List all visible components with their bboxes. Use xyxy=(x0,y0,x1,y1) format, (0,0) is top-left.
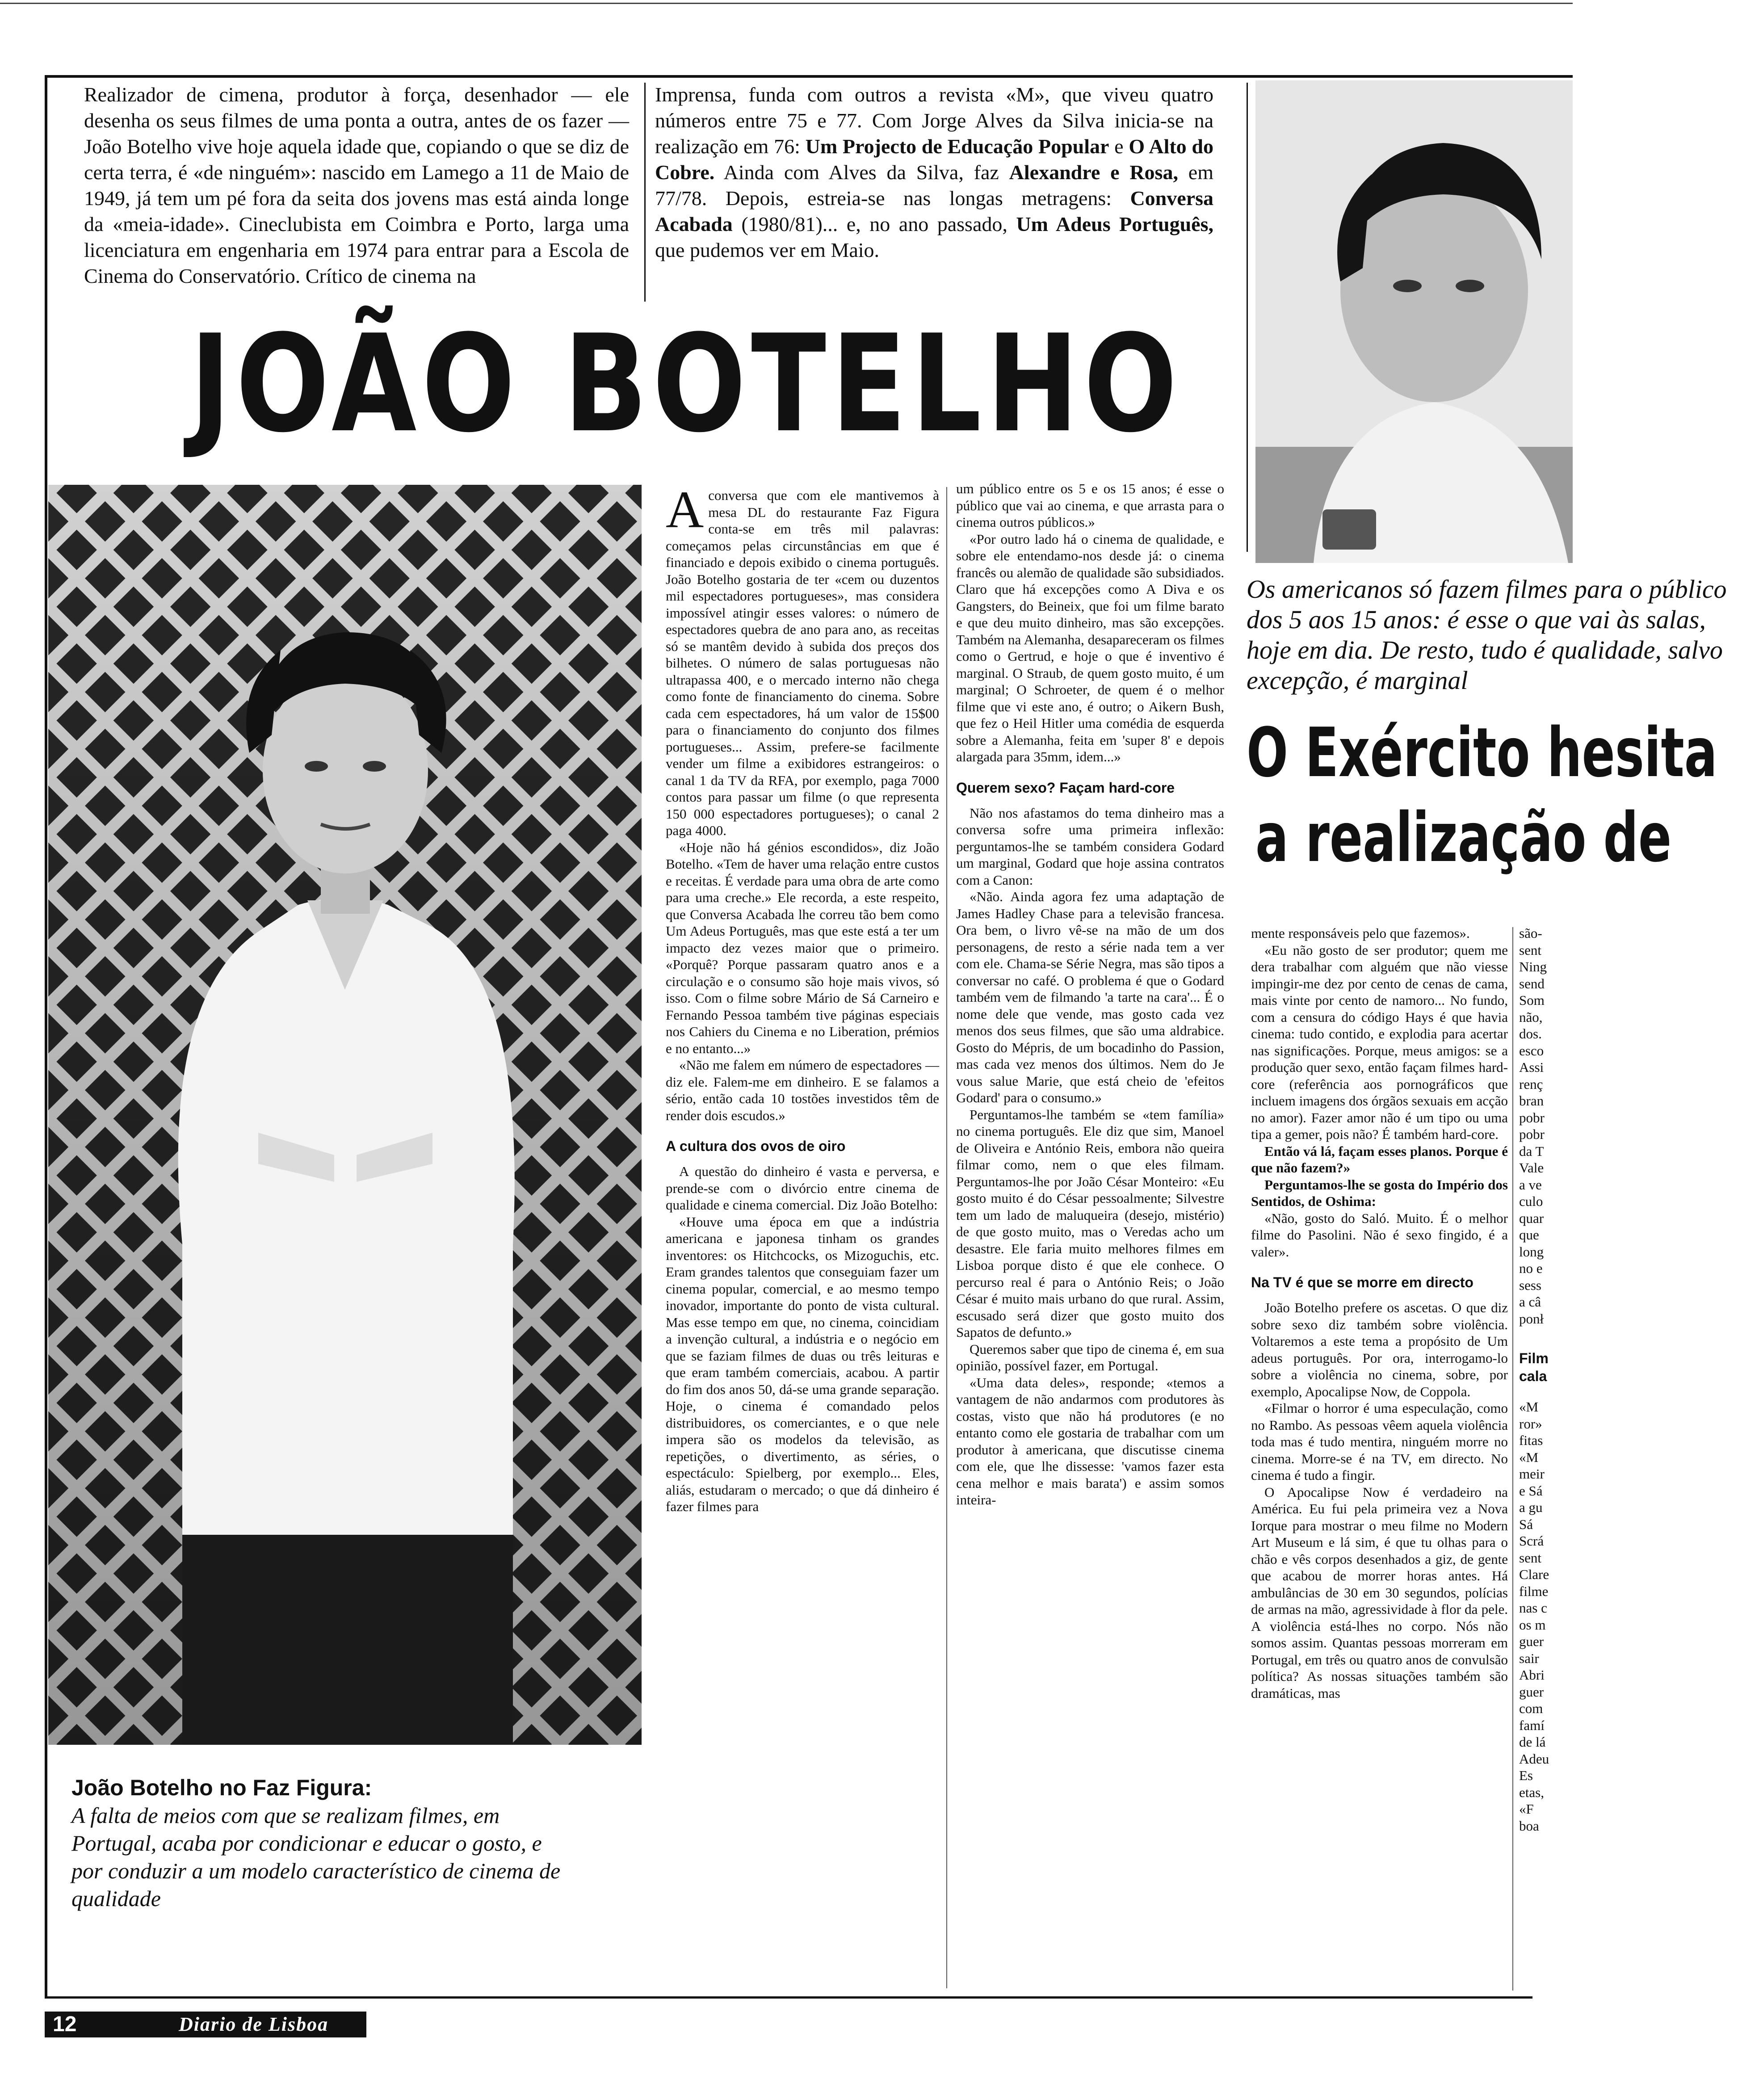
column2-para-1: um público entre os 5 e os 15 anos; é esse o público que vai ao cinema, e que arrasta para o cinema outros públicos.» xyxy=(956,481,1224,530)
right-portrait-image xyxy=(1255,80,1573,563)
right-headline-line-1: O Exército hesita xyxy=(1247,713,1717,792)
right-headline-line-2: a realização de xyxy=(1255,798,1672,877)
headline-wrap xyxy=(190,308,1262,469)
column2-para-4: «Não. Ainda agora fez uma adaptação de James Hadley Chase para a televisão francesa. Ora bem, o livro vê-se na mão de um dos personagens, de resto a série nada tem a ver com ele. Chama-se Série Negra, mas são tipos a conversar no café. O problema é que o Godard também vem de filmando 'a tarte na cara'... É o nome dele que vende, mas gosto cada vez menos dos seus filmes, que são uma aldrabice. Gosto do Mépris, de um bocadinho do Passion, mas cada vez menos dos últimos. Nem do Je vous salue Marie, que está cheio de 'efeitos Godard' para o consumo.» xyxy=(956,889,1224,1105)
caption-text: A falta de meios com que se realizam filmes, em Portugal, acaba por condicionar e educar o gosto, e por conduzir a um modelo característico de cinema de qualidade xyxy=(71,1803,561,1911)
column1-para-3: «Não me falem em número de espectadores — diz ele. Falem-me em dinheiro. E se falamos a sério, então cada 10 tostões investidos têm de render dois escudos.» xyxy=(666,1057,939,1123)
column3-para-1: mente responsáveis pelo que fazemos». xyxy=(1251,925,1470,941)
right-pull-quote xyxy=(1247,574,1727,704)
column4-lines-a: são- sent Ning send Som não, dos. esco Assi renç bran pobr pobr da T Vale a ve culo quar que long no e sess a câ ponł xyxy=(1519,925,1547,1327)
article-column-3 xyxy=(1251,925,1508,1993)
right-divider-top xyxy=(1247,83,1248,552)
column2-para-5: Perguntamos-lhe também se «tem família» no cinema português. Ele diz que sim, Manoel de Oliveira e António Reis, embora não queira filmar como, nem o que eles filmam. Perguntamos-lhe por João César Monteiro: «Eu gosto muito é do César pessoalmente; Silvestre tem um lado de maluqueira (desejo, mistério) de que gosto muito, mas o Veredas acho um desastre. Ele faria muito melhores filmes em Lisboa porque disto é que ele conhece. O percurso real é para o António Reis; o João César é muito mais urbano do que rural. Assim, escusado será dizer que gosto muito dos Sapatos de defunto.» xyxy=(956,1106,1224,1340)
column3-para-3: Então vá lá, façam esses planos. Porque é que não fazem?» xyxy=(1251,1143,1508,1176)
headline: JOÃO BOTELHO xyxy=(190,306,1183,462)
drop-cap: A xyxy=(666,480,704,539)
column3-para-4: Perguntamos-lhe se gosta do Império dos Sentidos, de Oshima: xyxy=(1251,1176,1508,1209)
intro-left xyxy=(84,82,629,305)
column3-para-6: João Botelho prefere os ascetas. O que diz sobre sexo diz também sobre violência. Voltaremos a este tema a propósito de Um adeus português. Por ora, interrogamo-lo sobre a violência no cinema, sobre, por exemplo, Apocalipse Now, de Coppola. xyxy=(1251,1300,1508,1399)
column2-para-6: Queremos saber que tipo de cinema é, em sua opinião, possível fazer, em Portugal. xyxy=(956,1341,1224,1373)
column1-para-1: Aconversa que com ele mantivemos à mesa DL do restaurante Faz Figura conta-se em três mil palavras: começamos pelas circunstâncias em que é financiado e depois exibido o cinema português. João Botelho gostaria de ter «cem ou duzentos mil espectadores portugueses», mas considera impossível atingir esses valores: o número de espectadores quebra de ano para ano, as receitas só se mantêm devido à subida dos preços dos bilhetes. O número de salas portuguesas não ultrapassa 400, e o mercado interno não chega como fonte de financiamento do cinema. Sobre cada cem espectadores, há um valor de 15$00 para o financiamento do conjunto dos filmes portugueses... Assim, prefere-se facilmente vender um filme a exibidores estrangeiros: o canal 1 da TV da RFA, por exemplo, paga 7000 contos para passar um filme (o que representa 150 000 espectadores portugueses); o canal 2 paga 4000. xyxy=(666,480,939,838)
column2-subheading: Querem sexo? Façam hard-core xyxy=(956,779,1175,796)
article-column-1 xyxy=(666,480,939,1991)
right-portrait-photo xyxy=(1255,80,1573,563)
frame-left-rule xyxy=(45,75,47,1996)
film-title: Conversa Acabada xyxy=(655,187,1213,235)
photo-caption xyxy=(71,1774,576,1988)
caption-title: João Botelho no Faz Figura: xyxy=(71,1775,372,1800)
column1-para-2: «Hoje não há génios escondidos», diz João Botelho. «Tem de haver uma relação entre custos e receitas. É verdade para uma obra de arte como para uma creche.» Ele recorda, a este respeito, que Conversa Acabada lhe correu tão bem como Um Adeus Português, mas que este está a ter um impacto dez vezes maior que o primeiro. «Porquê? Porque passaram quatro anos e a circulação e o consumo são hoje mais vivos, só isso. Com o filme sobre Mário de Sá Carneiro e Fernando Pessoa também tive páginas especiais nos Cahiers du Cinema e no Liberation, prémios e no entanto...» xyxy=(666,839,939,1056)
page-number: 12 xyxy=(53,2012,77,2036)
footer-bar xyxy=(45,2012,366,2037)
intro-right-text: Imprensa, funda com outros a revista «M», que viveu quatro números entre 75 e 77. Com Jorge Alves da Silva inicia-se na realização em 76: Um Projecto de Educação Popular e O Alto do Cobre. Ainda com Alves da Silva, faz Alexandre e Rosa, em 77/78. Depois, estreia-se nas longas metragens: Conversa Acabada (1980/81)... e, no ano passado, Um Adeus Português, que pudemos ver em Maio. xyxy=(655,83,1213,261)
article-column-2 xyxy=(956,480,1224,1993)
column-rule-2 xyxy=(1512,927,1513,1991)
column3-para-5: «Não, gosto do Saló. Muito. É o melhor filme do Pasolini. Não é sexo fingido, é a valer». xyxy=(1251,1210,1508,1260)
article-column-4 xyxy=(1519,925,1573,1997)
intro-right xyxy=(655,82,1213,305)
column2-para-3: Não nos afastamos do tema dinheiro mas a conversa sofre uma primeira inflexão: perguntamos-lhe se também considera Godard um marginal, Godard que hoje assina contratos com a Canon: xyxy=(956,805,1224,888)
column1-para-4: A questão do dinheiro é vasta e perversa, e prende-se com o divórcio entre cinema de qualidade e cinema comercial. Diz João Botelho: xyxy=(666,1163,939,1213)
intro-divider xyxy=(644,83,646,302)
film-title: Alexandre e Rosa, xyxy=(1009,161,1178,184)
column4-lines-b: «M ror» fitas «M meir e Sá a gu Sá Scrá sent Clare filme nas c os m guer sair Abri guer com famí de lá Adeu Es etas, «F boa xyxy=(1519,1399,1549,1834)
portrait-photo xyxy=(48,485,642,1745)
portrait-photo-image xyxy=(48,485,642,1745)
column4-subheading: Film cala xyxy=(1519,1350,1549,1384)
right-headline xyxy=(1247,710,1717,898)
column2-para-7: «Uma data deles», responde; «temos a vantagem de não andarmos com produtores às costas, visto que não há produtores (e no entanto como ele gostaria de trabalhar com um produtor à americana, que discutisse cinema com ele, que lhe dissesse: 'vamos fazer esta cena melhor e mais barata') e assim somos inteira- xyxy=(956,1374,1224,1508)
film-title: Um Projecto de Educação Popular xyxy=(805,135,1109,158)
frame-bottom-rule xyxy=(45,1996,1532,1999)
column1-subheading: A cultura dos ovos de oiro xyxy=(666,1138,846,1154)
column3-para-7: «Filmar o horror é uma especulação, como no Rambo. As pessoas vêem aquela violência toda mas é tudo mentira, ninguém morre no cinema. Morre-se é na TV, em directo. No cinema é tudo a fingir. xyxy=(1251,1400,1508,1483)
masthead: Diario de Lisboa xyxy=(179,2013,329,2035)
pull-quote-text: Os americanos só fazem filmes para o público dos 5 aos 15 anos: é esse o que vai às salas, hoje em dia. De resto, tudo é qualidade, salvo excepção, é marginal xyxy=(1247,575,1727,695)
column-rule-1 xyxy=(946,487,947,1988)
frame-top-rule xyxy=(45,75,1573,78)
intro-left-text: Realizador de cimena, produtor à força, desenhador — ele desenha os seus filmes de uma ponta a outra, antes de os fazer — João Botelho vive hoje aquela idade que, copiando o que se diz de certa terra, é «de ninguém»: nascido em Lamego a 11 de Maio de 1949, já tem um pé fora da seita dos jovens mas está ainda longe da «meia-idade». Cineclubista em Coimbra e Porto, larga uma licenciatura em engenharia em 1974 para entrar para a Escola de Cinema do Conservatório. Crítico de cinema na xyxy=(84,83,629,287)
column3-para-2: «Eu não gosto de ser produtor; quem me dera trabalhar com alguém que não viesse impingir-me dez por cento de cenas de cama, mais vinte por cento de namoro... No fundo, com a censura do código Hays é que havia cinema: tudo contido, e explodia para acertar nas significações. Porque, meus amigos: se a produção quer sexo, então façam filmes hard-core (referência aos pornográficos que incluem imagens dos órgãos sexuais em acção no amor). Fazer amor não é um tipo ou uma tipa a gemer, pois não? É também hard-core. xyxy=(1251,942,1508,1142)
film-title: O Alto do Cobre. xyxy=(655,135,1213,184)
scan-top-line xyxy=(0,3,1573,4)
column1-para-5: «Houve uma época em que a indústria americana e japonesa tinham os grandes inventores: os Hitchcocks, os Mizoguchis, etc. Eram grandes talentos que conseguiam fazer um cinema popular, comercial, e ao mesmo tempo inovador, importante do ponto de vista cultural. Mas esse tempo em que, no cinema, coincidiam a invenção cultural, a indústria e o negócio em que se faziam filmes de duas ou três leituras e que eram também comerciais, acabou. A partir do fim dos anos 50, dá-se uma grande separação. Hoje, o cinema é comandado pelos distribuidores, os comerciantes, e o que nele impera são os modelos da televisão, as repetições, o divertimento, as séries, o espectáculo: Spielberg, por exemplo... Eles, aliás, estudaram o mercado; o que dá dinheiro é fazer filmes para xyxy=(666,1214,939,1514)
column2-para-2: «Por outro lado há o cinema de qualidade, e sobre ele entendamo-nos desde já: o cinema francês ou alemão de qualidade são subsidiados. Claro que há excepções como A Diva e os Gangsters, do Beineix, que foi um filme barato e que deu muito dinheiro, mas são excepções. Também na Alemanha, desapareceram os filmes como o Gertrud, e hoje o que é inventivo é marginal. O Straub, de quem gosto muito, é um marginal; O Schroeter, de quem é o melhor filme que vi este ano, é outro; o Aikern Bush, que fez o Heil Hitler uma comédia de esquerda sobre a Alemanha, feita em 'super 8' e depois alargada para 35mm, idem...» xyxy=(956,531,1225,764)
column3-para-8: O Apocalipse Now é verdadeiro na América. Eu fui pela primeira vez a Nova Iorque para mostrar o meu filme no Modern Art Museum e lá sim, é que tu olhas para o chão e vês corpos desenhados a giz, de gente que acabou de morrer horas antes. Há ambulâncias de 30 em 30 segundos, polícias de armas na mão, agressividade à flor da pele. A violência está-lhes no corpo. Nós não somos assim. Quantas pessoas morreram em Portugal, em três ou quatro anos de convulsão política? As nossas situações também são dramáticas, mas xyxy=(1251,1484,1508,1701)
film-title: Um Adeus Português, xyxy=(1016,213,1213,235)
column3-subheading: Na TV é que se morre em directo xyxy=(1251,1274,1474,1290)
